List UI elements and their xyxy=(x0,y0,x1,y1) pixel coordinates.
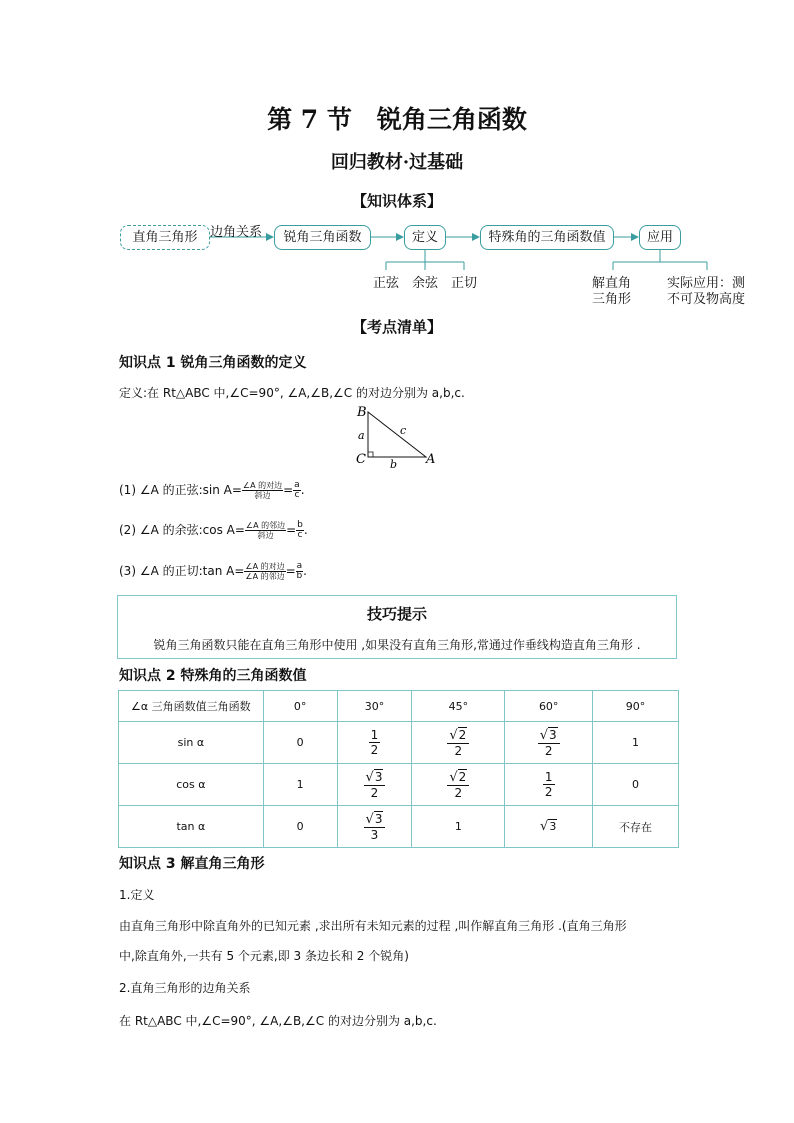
table-cell: 不存在 xyxy=(593,806,679,848)
vertex-B: B xyxy=(357,405,367,420)
table-cell: $\frac{√3}{2}$ xyxy=(337,764,412,806)
side-c: c xyxy=(400,424,407,437)
header-cell: 30° xyxy=(337,691,412,722)
table-row-tan xyxy=(119,806,679,848)
side-b: b xyxy=(390,458,398,471)
side-a: a xyxy=(358,429,365,442)
kp1-definition: 定义:在 Rt△ABC 中,∠C=90°, ∠A,∠B,∠C 的对边分别为 a,b,c. xyxy=(119,386,465,400)
leaf-cosine: 余弦 xyxy=(412,276,439,291)
section-checklist: 【考点清单】 xyxy=(351,318,442,336)
leaf-tangent: 正切 xyxy=(451,276,478,291)
kp3-para-1a: 由直角三角形中除直角外的已知元素 ,求出所有未知元素的过程 ,叫作解直角三角形 .(直角三角形 xyxy=(119,919,627,933)
page-subtitle: 回归教材·过基础 xyxy=(330,152,464,173)
table-cell: $\frac{√2}{2}$ xyxy=(412,764,505,806)
table-row-cos xyxy=(119,764,679,806)
kp1-title: 知识点 1 锐角三角函数的定义 xyxy=(119,355,307,371)
table-cell: $\frac{√2}{2}$ xyxy=(412,722,505,764)
tip-body: 锐角三角函数只能在直角三角形中使用 ,如果没有直角三角形,常通过作垂线构造直角三角形 . xyxy=(153,638,641,652)
table-cell: 1 xyxy=(412,806,505,848)
row-label: tan α xyxy=(119,806,264,848)
kp3-para-2: 在 Rt△ABC 中,∠C=90°, ∠A,∠B,∠C 的对边分别为 a,b,c. xyxy=(119,1014,437,1028)
formula-cos: (2) ∠A 的余弦:cos A= $\frac{\text{∠A 的邻边}}{\text{斜边}}$ = $\frac{b}{c}$. xyxy=(119,520,308,540)
formula-tan: (3) ∠A 的正切:tan A= $\frac{\text{∠A 的对边}}{\text{∠A 的邻边}}$ = $\frac{a}{b}$. xyxy=(119,561,307,581)
row-label: sin α xyxy=(119,722,264,764)
header-cell: 60° xyxy=(505,691,593,722)
edge-label: 边角关系 xyxy=(210,225,263,240)
table-cell: 0 xyxy=(593,764,679,806)
table-cell: 1 xyxy=(593,722,679,764)
special-angles-table xyxy=(118,690,679,848)
node-acute-trig: 锐角三角函数 xyxy=(274,225,371,250)
node-definition: 定义 xyxy=(404,225,446,250)
table-header-row xyxy=(119,691,679,722)
table-cell: $\frac{√3}{3}$ xyxy=(337,806,412,848)
leaf-solve-b: 三角形 xyxy=(592,292,632,307)
table-cell: $\frac{1}{2}$ xyxy=(337,722,412,764)
table-row-sin xyxy=(119,722,679,764)
table-cell: 0 xyxy=(263,722,337,764)
kp3-title: 知识点 3 解直角三角形 xyxy=(119,856,265,872)
right-triangle-figure xyxy=(350,402,450,472)
row-label: cos α xyxy=(119,764,264,806)
kp3-sub-2: 2.直角三角形的边角关系 xyxy=(119,981,251,995)
kp3-para-1b: 中,除直角外,一共有 5 个元素,即 3 条边长和 2 个锐角) xyxy=(119,949,409,963)
leaf-solve-a: 解直角 xyxy=(592,276,632,291)
node-application: 应用 xyxy=(639,225,681,250)
tip-title: 技巧提示 xyxy=(366,605,427,623)
section-knowledge-system: 【知识体系】 xyxy=(351,192,442,210)
table-cell: 0 xyxy=(263,806,337,848)
page-title: 第 7 节 锐角三角函数 xyxy=(267,105,527,134)
table-cell: √3 xyxy=(505,806,593,848)
node-right-triangle: 直角三角形 xyxy=(120,225,210,250)
header-cell: 45° xyxy=(412,691,505,722)
table-cell: $\frac{√3}{2}$ xyxy=(505,722,593,764)
kp3-sub-1: 1.定义 xyxy=(119,888,155,902)
table-cell: $\frac{1}{2}$ xyxy=(505,764,593,806)
kp2-title: 知识点 2 特殊角的三角函数值 xyxy=(119,668,307,684)
leaf-practical-a: 实际应用：测 xyxy=(667,276,746,291)
leaf-practical-b: 不可及物高度 xyxy=(667,292,746,307)
leaf-sine: 正弦 xyxy=(373,276,400,291)
header-cell: ∠α 三角函数值三角函数 xyxy=(119,691,264,722)
header-cell: 90° xyxy=(593,691,679,722)
node-special-angles: 特殊角的三角函数值 xyxy=(480,225,614,250)
header-cell: 0° xyxy=(263,691,337,722)
table-cell: 1 xyxy=(263,764,337,806)
vertex-C: C xyxy=(356,452,366,467)
formula-sin: (1) ∠A 的正弦:sin A= $\frac{\text{∠A 的对边}}{\text{斜边}}$ = $\frac{a}{c}$. xyxy=(119,480,305,500)
vertex-A: A xyxy=(426,452,436,467)
